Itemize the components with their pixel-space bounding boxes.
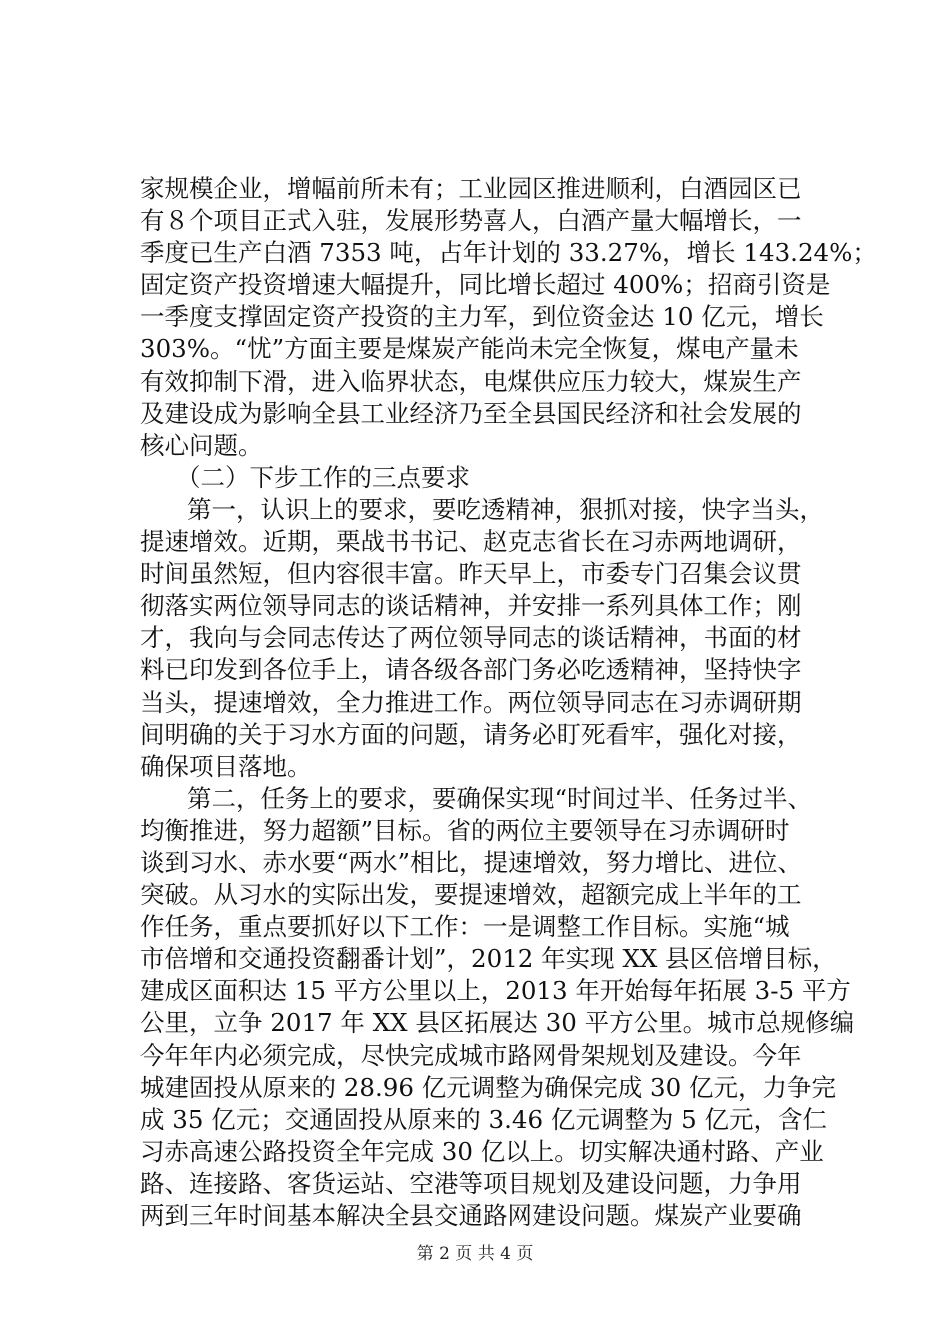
- text-line: 固定资产投资增速大幅提升，同比增长超过 400%；招商引资是: [140, 270, 831, 300]
- text-line: 间明确的关于习水方面的问题，请务必盯死看牢，强化对接，: [140, 719, 802, 749]
- text-line: 家规模企业，增幅前所未有；工业园区推进顺利，白酒园区已: [140, 174, 802, 203]
- document-body: [140, 173, 877, 1232]
- text-line: 料已印发到各位手上，请各级各部门务必吃透精神，坚持快字: [140, 655, 802, 685]
- text-line: 有８个项目正式入驻，发展形势喜人，白酒产量大幅增长，一: [140, 206, 802, 236]
- text-line: 季度已生产白酒 7353 吨，占年计划的 33.27%，增长 143.24%；: [140, 238, 877, 268]
- text-line: 一季度支撑固定资产投资的主力军，到位资金达 10 亿元，增长: [140, 302, 824, 332]
- text-line: 作任务，重点要抓好以下工作：一是调整工作目标。实施“城: [140, 912, 790, 942]
- text-line: 时间虽然短，但内容很丰富。昨天早上，市委专门召集会议贯: [140, 559, 802, 589]
- text-line: 公里，立争 2017 年 XX 县区拓展达 30 平方公里。城市总规修编: [140, 1008, 855, 1038]
- text-line: 城建固投从原来的 28.96 亿元调整为确保完成 30 亿元，力争完: [140, 1072, 836, 1102]
- text-line: 303%。“忧”方面主要是煤炭产能尚未完全恢复，煤电产量未: [140, 334, 799, 364]
- text-line: 当头，提速增效，全力推进工作。两位领导同志在习赤调研期: [140, 687, 802, 717]
- text-line: 路、连接路、客货运站、空港等项目规划及建设问题，力争用: [140, 1168, 802, 1198]
- section-heading: （二）下步工作的三点要求: [176, 462, 470, 492]
- text-line: 及建设成为影响全县工业经济乃至全县国民经济和社会发展的: [140, 398, 802, 428]
- text-line: 有效抑制下滑，进入临界状态，电煤供应压力较大，煤炭生产: [140, 366, 802, 396]
- text-line: 今年年内必须完成，尽快完成城市路网骨架规划及建设。今年: [140, 1040, 802, 1070]
- text-line: 市倍增和交通投资翻番计划”，2012 年实现 XX 县区倍增目标，: [140, 944, 837, 974]
- text-line: 核心问题。: [140, 430, 263, 460]
- page-number-footer: 第 2 页 共 4 页: [416, 1244, 534, 1264]
- paragraph-first-line: 第一，认识上的要求，要吃透精神，狠抓对接，快字当头，: [187, 494, 824, 524]
- text-line: 彻落实两位领导同志的谈话精神，并安排一系列具体工作；刚: [140, 591, 802, 621]
- paragraph-first-line: 第二，任务上的要求，要确保实现“时间过半、任务过半、: [187, 783, 813, 813]
- text-line: 提速增效。近期，栗战书书记、赵克志省长在习赤两地调研，: [140, 527, 802, 557]
- text-line: 确保项目落地。: [140, 751, 312, 781]
- text-line: 成 35 亿元；交通固投从原来的 3.46 亿元调整为 5 亿元，含仁: [140, 1104, 828, 1134]
- text-line: 习赤高速公路投资全年完成 30 亿以上。切实解决通村路、产业: [140, 1136, 824, 1166]
- text-line: 两到三年时间基本解决全县交通路网建设问题。煤炭产业要确: [140, 1201, 802, 1230]
- text-line: 建成区面积达 15 平方公里以上，2013 年开始每年拓展 3-5 平方: [140, 976, 851, 1006]
- text-line: 才，我向与会同志传达了两位领导同志的谈话精神，书面的材: [140, 623, 802, 653]
- text-line: 谈到习水、赤水要“两水”相比，提速增效，努力增比、进位、: [140, 847, 803, 877]
- text-line: 突破。从习水的实际出发，要提速增效，超额完成上半年的工: [140, 880, 802, 910]
- text-line: 均衡推进，努力超额”目标。省的两位主要领导在习赤调研时: [140, 815, 790, 845]
